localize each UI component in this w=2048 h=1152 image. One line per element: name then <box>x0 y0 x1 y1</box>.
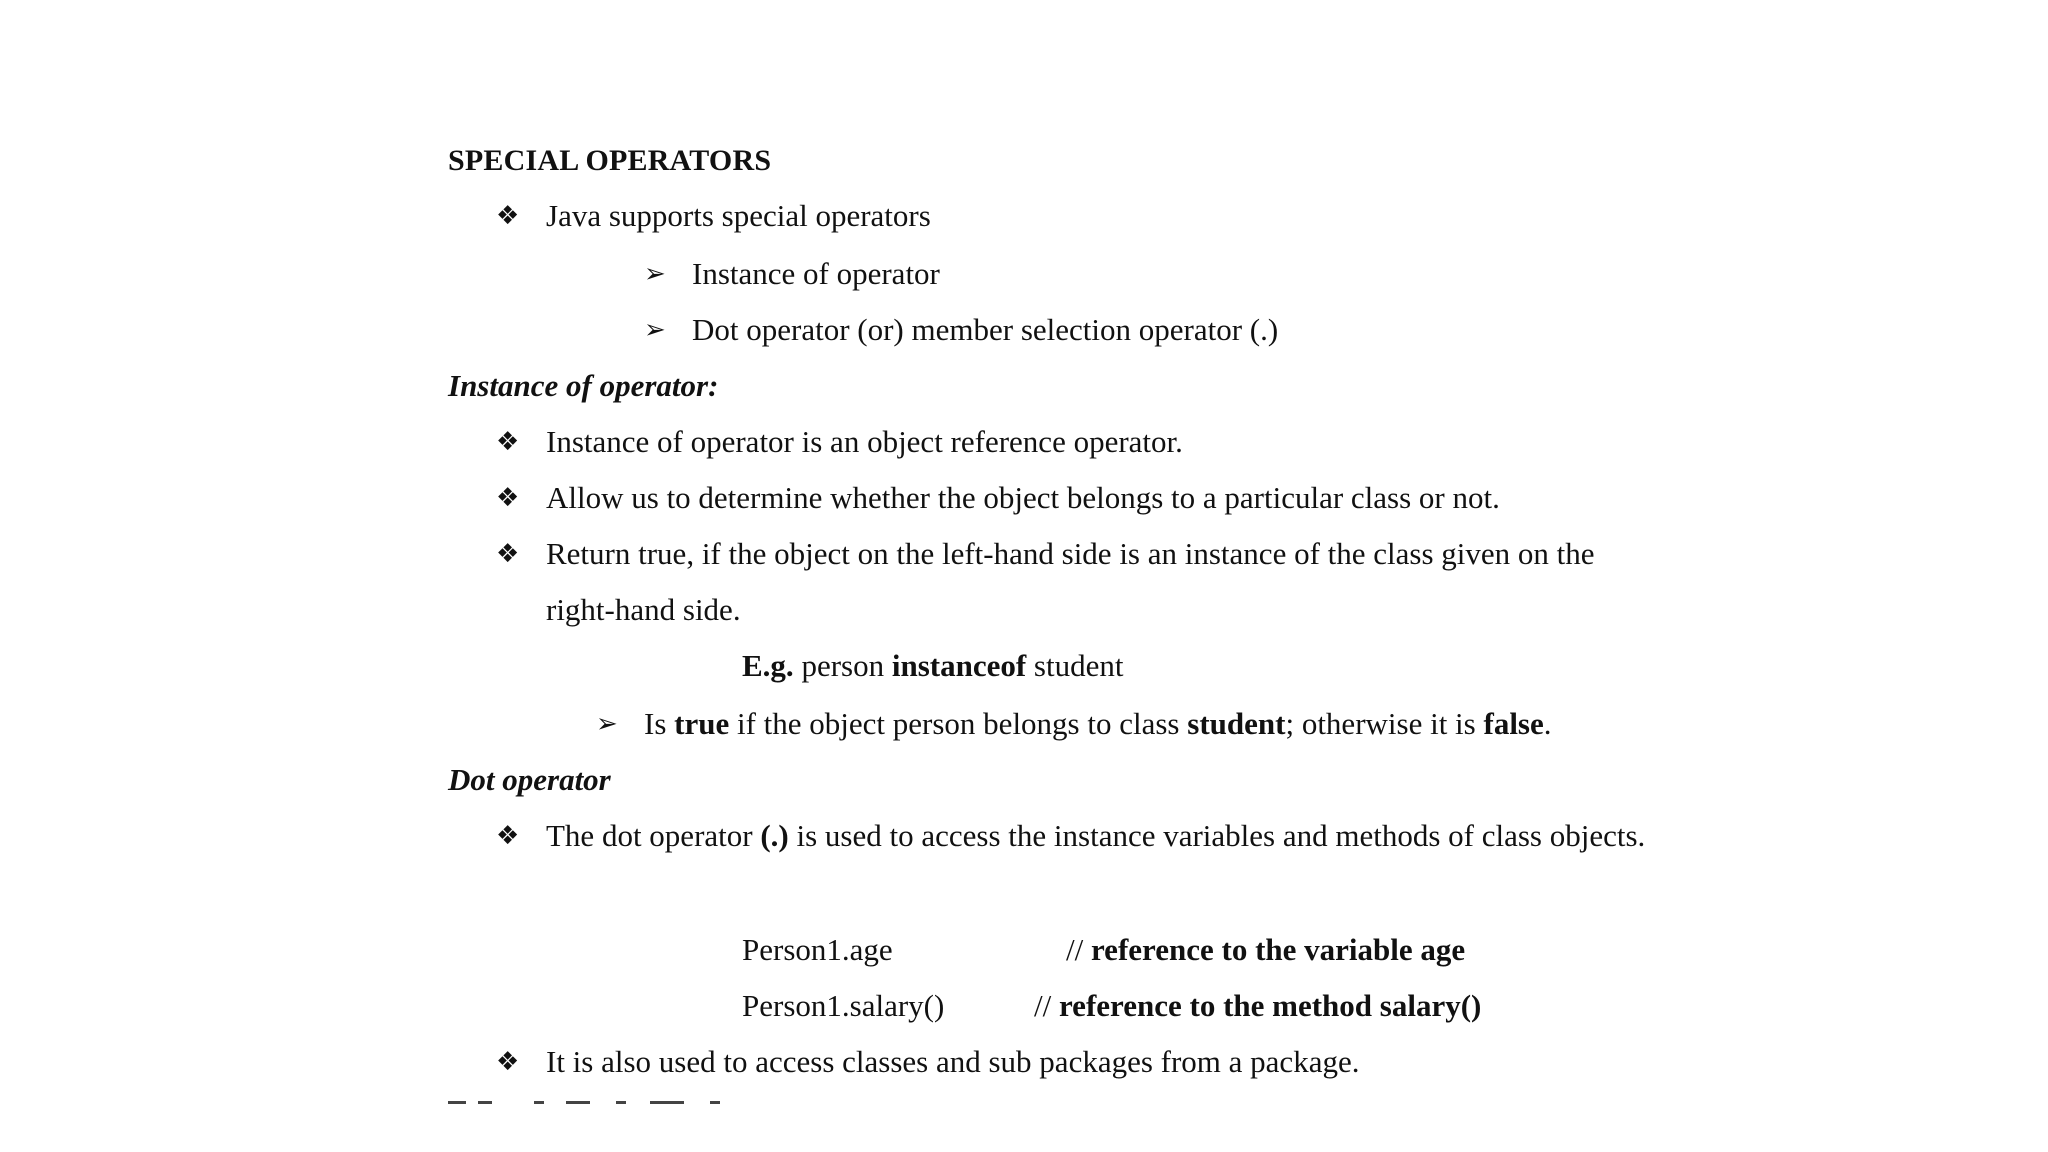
intro-subitem: Dot operator (or) member selection operator (.) <box>692 312 1279 347</box>
arrowhead-bullet-icon: ➢ <box>644 315 666 345</box>
note-text: ; otherwise it is <box>1285 706 1484 741</box>
example-prefix: E.g. <box>742 648 794 683</box>
intro-subitem: Instance of operator <box>692 256 940 291</box>
instanceof-bullet-continuation: right-hand side. <box>546 592 741 627</box>
note-bold: true <box>674 706 730 741</box>
comment-text: reference to the method salary() <box>1058 988 1482 1023</box>
four-diamond-bullet-icon: ❖ <box>496 483 520 513</box>
instanceof-bullet: Return true, if the object on the left-hand side is an instance of the class given on the <box>546 536 1595 571</box>
four-diamond-bullet-icon: ❖ <box>496 539 520 569</box>
comment-slashes: // <box>1066 932 1091 967</box>
note-text: Is <box>644 706 675 741</box>
note-bold: student <box>1187 706 1286 741</box>
four-diamond-bullet-icon: ❖ <box>496 201 520 231</box>
four-diamond-bullet-icon: ❖ <box>496 1047 520 1077</box>
comment-slashes: // <box>1034 988 1059 1023</box>
dot-operator-last-bullet: It is also used to access classes and sub packages from a package. <box>546 1044 1360 1079</box>
code-expression: Person1.age <box>742 932 893 967</box>
instanceof-note <box>644 704 1552 744</box>
code-expression: Person1.salary() <box>742 988 945 1023</box>
bullet-text: is used to access the instance variables and methods of class objects. <box>788 818 1646 853</box>
cutoff-text-remnant <box>448 1101 788 1107</box>
instanceof-bullet: Allow us to determine whether the object belongs to a particular class or not. <box>546 480 1500 515</box>
example-text: person <box>793 648 892 683</box>
dot-operator-heading: Dot operator <box>448 762 611 797</box>
note-bold: false <box>1483 706 1544 741</box>
code-comment <box>1066 930 1465 970</box>
bullet-text: The dot operator <box>546 818 761 853</box>
dot-operator-bullet <box>546 816 1645 856</box>
arrowhead-bullet-icon: ➢ <box>596 709 618 739</box>
example-keyword: instanceof <box>891 648 1027 683</box>
intro-bullet: Java supports special operators <box>546 198 931 233</box>
comment-text: reference to the variable age <box>1090 932 1466 967</box>
page-title: SPECIAL OPERATORS <box>448 144 772 177</box>
instanceof-bullet: Instance of operator is an object reference operator. <box>546 424 1183 459</box>
instanceof-heading: Instance of operator: <box>448 368 719 403</box>
example-text: student <box>1026 648 1124 683</box>
code-comment <box>1034 986 1481 1026</box>
four-diamond-bullet-icon: ❖ <box>496 821 520 851</box>
arrowhead-bullet-icon: ➢ <box>644 259 666 289</box>
four-diamond-bullet-icon: ❖ <box>496 427 520 457</box>
bullet-bold: (.) <box>760 818 789 853</box>
note-text: . <box>1543 706 1552 741</box>
instanceof-example <box>742 646 1123 686</box>
note-text: if the object person belongs to class <box>729 706 1188 741</box>
